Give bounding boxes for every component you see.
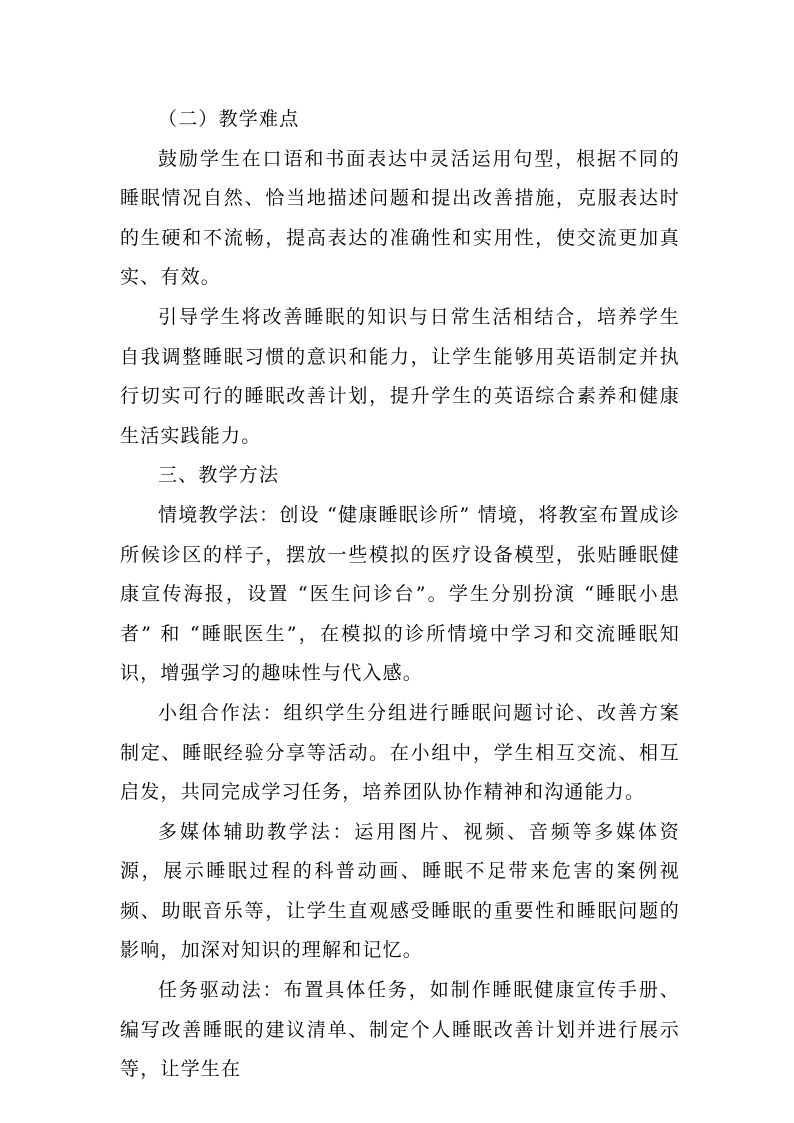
paragraph-situational-teaching: 情境教学法：创设 “健康睡眠诊所” 情境，将教室布置成诊所候诊区的样子，摆放一些模拟的医疗设备模型，张贴睡眠健康宣传海报，设置 “医生问诊台”。学生分别扮演 “睡眠小患者” 和 “睡眠医生”，在模拟的诊所情境中学习和交流睡眠知识，增强学习的趣味性与代入感。	[120, 503, 680, 685]
paragraph-group-cooperation: 小组合作法：组织学生分组进行睡眠问题讨论、改善方案制定、睡眠经验分享等活动。在小组中，学生相互交流、相互启发，共同完成学习任务，培养团队协作精神和沟通能力。	[120, 701, 680, 804]
paragraph-expression-difficulty: 鼓励学生在口语和书面表达中灵活运用句型，根据不同的睡眠情况自然、恰当地描述问题和提出改善措施，克服表达时的生硬和不流畅，提高表达的准确性和实用性，使交流更加真实、有效。	[120, 147, 680, 289]
section-heading-teaching-methods: 三、教学方法	[158, 464, 280, 487]
section-heading-teaching-difficulties: （二）教学难点	[158, 108, 300, 130]
paragraph-task-driven: 任务驱动法：布置具体任务，如制作睡眠健康宣传手册、编写改善睡眠的建议清单、制定个人睡眠改善计划并进行展示等，让学生在	[120, 979, 680, 1081]
paragraph-multimedia-teaching: 多媒体辅助教学法：运用图片、视频、音频等多媒体资源，展示睡眠过程的科普动画、睡眠不足带来危害的案例视频、助眠音乐等，让学生直观感受睡眠的重要性和睡眠问题的影响，加深对知识的理解和记忆。	[120, 820, 680, 962]
paragraph-sleep-plan-difficulty: 引导学生将改善睡眠的知识与日常生活相结合，培养学生自我调整睡眠习惯的意识和能力，让学生能够用英语制定并执行切实可行的睡眠改善计划，提升学生的英语综合素养和健康生活实践能力。	[120, 305, 680, 447]
document-page	[120, 100, 680, 1090]
